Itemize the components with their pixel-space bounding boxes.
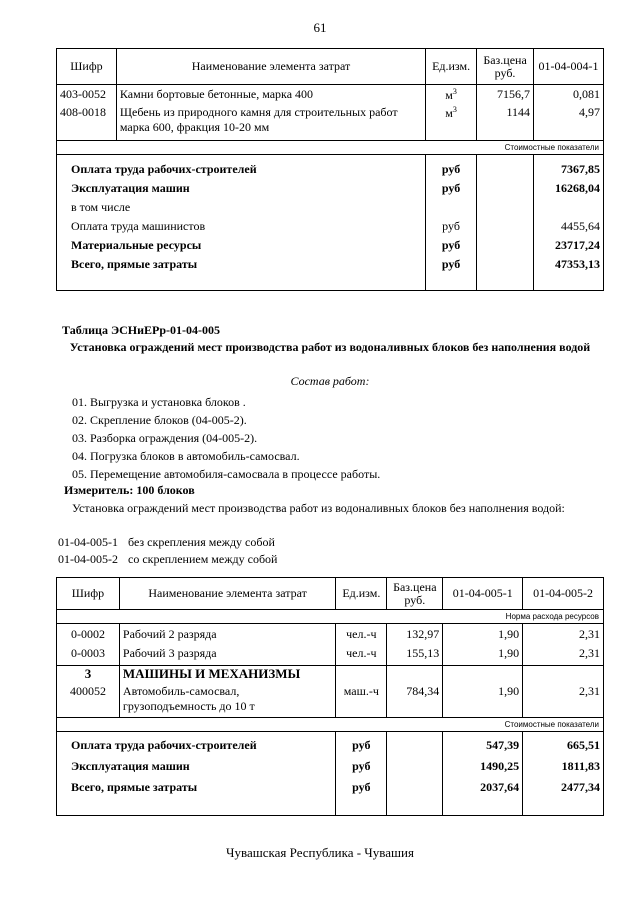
cost-unit: руб xyxy=(426,161,477,180)
table-row xyxy=(57,105,604,141)
cost-row xyxy=(57,237,604,256)
cost-row xyxy=(57,779,604,800)
cost-unit: руб xyxy=(336,779,387,800)
cost-name: Эксплуатация машин xyxy=(57,180,426,199)
cost-value-2: 2477,34 xyxy=(523,779,604,800)
subheader-cost: Стоимостные показатели xyxy=(57,718,604,732)
row-unit: чел.-ч xyxy=(336,624,387,646)
description: Установка ограждений мест производства работ из водоналивных блоков без наполнения водой: xyxy=(72,501,565,515)
resource-table-2 xyxy=(56,577,604,816)
cost-row xyxy=(57,180,604,199)
header-column-1: 01-04-005-1 xyxy=(443,578,523,610)
header-price: Баз.цена руб. xyxy=(387,578,443,610)
cost-value: 7367,85 xyxy=(534,161,604,180)
cost-name: Оплата труда машинистов xyxy=(57,218,426,237)
row-name: Щебень из природного камня для строительных работ марка 600, фракция 10-20 мм xyxy=(116,105,425,141)
cost-row xyxy=(57,161,604,180)
table-row xyxy=(57,684,604,718)
header-column: 01-04-004-1 xyxy=(534,49,604,85)
group-code: 3 xyxy=(57,666,120,684)
row-value-1: 1,90 xyxy=(443,684,523,718)
cost-unit xyxy=(426,199,477,218)
cost-value-2: 1811,83 xyxy=(523,758,604,779)
subheader-norm: Норма расхода ресурсов xyxy=(57,610,604,624)
header-code: Шифр xyxy=(57,49,117,85)
page-number: 61 xyxy=(313,20,327,35)
cost-unit: руб xyxy=(426,180,477,199)
row-name: Рабочий 2 разряда xyxy=(119,624,335,646)
cost-value: 4455,64 xyxy=(534,218,604,237)
table-row xyxy=(57,624,604,646)
header-name: Наименование элемента затрат xyxy=(116,49,425,85)
row-price: 7156,7 xyxy=(477,85,534,105)
cost-name: Всего, прямые затраты xyxy=(57,256,426,275)
table-row xyxy=(57,85,604,105)
row-unit: $м^3$ xyxy=(426,85,477,105)
row-code: 403-0052 xyxy=(57,85,117,105)
table-title: Таблица ЭСНиЕРр-01-04-005 xyxy=(62,323,221,337)
cost-value: 47353,13 xyxy=(534,256,604,275)
row-name: Рабочий 3 разряда xyxy=(119,646,335,666)
row-price: 132,97 xyxy=(387,624,443,646)
row-value: 0,081 xyxy=(534,85,604,105)
header-code: Шифр xyxy=(57,578,120,610)
cost-row xyxy=(57,199,604,218)
list-item: 04. Погрузка блоков в автомобиль-самосвал. xyxy=(72,449,300,463)
cost-value-2: 665,51 xyxy=(523,737,604,758)
table-header xyxy=(57,578,604,610)
header-price: Баз.цена руб. xyxy=(477,49,534,85)
row-unit: $м^3$ xyxy=(426,105,477,141)
works-list xyxy=(72,393,380,483)
table-header xyxy=(57,49,604,85)
cost-name: Всего, прямые затраты xyxy=(57,779,336,800)
row-value-2: 2,31 xyxy=(523,624,604,646)
header-column-2: 01-04-005-2 xyxy=(523,578,604,610)
cost-unit: руб xyxy=(336,737,387,758)
header-unit: Ед.изм. xyxy=(426,49,477,85)
resource-table-1 xyxy=(56,48,604,291)
works-title: Состав работ: xyxy=(290,374,370,388)
row-value: 4,97 xyxy=(534,105,604,141)
header-unit: Ед.изм. xyxy=(336,578,387,610)
variant-item: 01-04-005-2 со скреплением между собой xyxy=(58,552,278,566)
row-code: 408-0018 xyxy=(57,105,117,141)
group-row xyxy=(57,666,604,684)
cost-name: в том числе xyxy=(57,199,426,218)
row-price: 155,13 xyxy=(387,646,443,666)
group-name: МАШИНЫ И МЕХАНИЗМЫ xyxy=(119,666,335,684)
row-value-2: 2,31 xyxy=(523,684,604,718)
footer: Чувашская Республика - Чувашия xyxy=(226,845,414,860)
cost-row xyxy=(57,737,604,758)
cost-unit: руб xyxy=(426,256,477,275)
cost-row xyxy=(57,256,604,275)
row-value-1: 1,90 xyxy=(443,646,523,666)
row-name: Автомобиль-самосвал, грузоподъемность до 10 т xyxy=(119,684,335,718)
cost-unit: руб xyxy=(336,758,387,779)
list-item: 01. Выгрузка и установка блоков . xyxy=(72,395,246,409)
list-item: 05. Перемещение автомобиля-самосвала в процессе работы. xyxy=(72,467,381,481)
table-row xyxy=(57,646,604,666)
variant-item: 01-04-005-1 без скрепления между собой xyxy=(58,535,275,549)
row-code: 0-0003 xyxy=(57,646,120,666)
cost-unit: руб xyxy=(426,218,477,237)
cost-value-1: 1490,25 xyxy=(443,758,523,779)
row-code: 400052 xyxy=(57,684,120,718)
cost-value: 16268,04 xyxy=(534,180,604,199)
list-item: 02. Скрепление блоков (04-005-2). xyxy=(72,413,247,427)
header-name: Наименование элемента затрат xyxy=(119,578,335,610)
cost-unit: руб xyxy=(426,237,477,256)
cost-value xyxy=(534,199,604,218)
row-value-1: 1,90 xyxy=(443,624,523,646)
cost-value-1: 2037,64 xyxy=(443,779,523,800)
cost-name: Оплата труда рабочих-строителей xyxy=(57,161,426,180)
cost-name: Эксплуатация машин xyxy=(57,758,336,779)
row-price: 1144 xyxy=(477,105,534,141)
cost-value: 23717,24 xyxy=(534,237,604,256)
section-heading: Установка ограждений мест производства работ из водоналивных блоков без наполнения водой xyxy=(69,340,591,354)
list-item: 03. Разборка ограждения (04-005-2). xyxy=(72,431,258,445)
row-value-2: 2,31 xyxy=(523,646,604,666)
cost-row xyxy=(57,758,604,779)
row-price: 784,34 xyxy=(387,684,443,718)
cost-name: Материальные ресурсы xyxy=(57,237,426,256)
row-unit: маш.-ч xyxy=(336,684,387,718)
cost-name: Оплата труда рабочих-строителей xyxy=(57,737,336,758)
measure: Измеритель: 100 блоков xyxy=(64,483,195,497)
variants-list xyxy=(58,534,277,568)
cost-row xyxy=(57,218,604,237)
row-name: Камни бортовые бетонные, марка 400 xyxy=(116,85,425,105)
subheader-cost: Стоимостные показатели xyxy=(57,141,604,155)
row-code: 0-0002 xyxy=(57,624,120,646)
row-unit: чел.-ч xyxy=(336,646,387,666)
cost-value-1: 547,39 xyxy=(443,737,523,758)
